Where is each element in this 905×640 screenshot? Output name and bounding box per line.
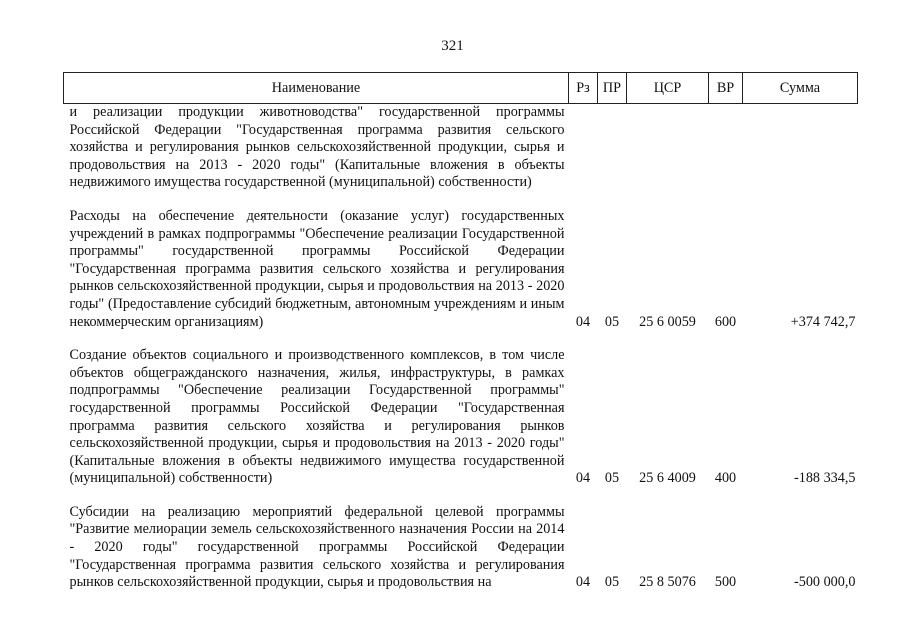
table-row [64,504,858,592]
row-vr: 500 [714,574,737,591]
row-vr: 600 [714,313,737,330]
header-sum: Сумма [743,73,858,104]
row-vr [709,104,743,192]
header-rz: Рз [569,73,598,104]
row-csr: 25 8 5076 [639,574,696,591]
row-csr: 25 6 4009 [639,470,696,487]
header-vr: ВР [709,73,743,104]
row-name: Расходы на обеспечение деятельности (оказание услуг) государственных учреждений в рамках подпрограммы "Обеспечение реализации Государственной программы" государственной программы Российской Федерации "Государственная программа развития сельского хозяйства и регулирования рынков сельскохозяйственной продукции, сырья и продовольствия на 2013 - 2020 годы" (Предоставление субсидий бюджетным, автономным учреждениям и иным некоммерческим организациям) [69,207,565,330]
row-pr: 05 [604,313,620,330]
page-number: 321 [441,38,464,54]
table-row [64,347,858,488]
row-rz: 04 [575,470,591,487]
row-pr: 05 [604,470,620,487]
row-name: Субсидии на реализацию мероприятий федеральной целевой программы "Развитие мелиорации земель сельскохозяйственного назначения России на 2014 - 2020 годы" государственной программы Российской Федерации "Государственная программа развития сельского хозяйства и регулирования рынков сельскохозяйственной продукции, сырья и продовольствия на [69,503,565,591]
row-rz: 04 [575,574,591,591]
row-sum: -500 000,0 [794,574,856,591]
row-name: Создание объектов социального и производственного комплексов, в том числе объектов общегражданского назначения, жилья, инфраструктуры, в рамках подпрограммы "Обеспечение реализации Государственной программы" государственной программы Российской Федерации "Государственная программа развития сельского хозяйства и регулирования рынков сельскохозяйственной продукции, сырья и продовольствия на 2013 - 2020 годы" (Капитальные вложения в объекты недвижимого имущества государственной (муниципальной) собственности) [69,347,565,487]
row-pr [598,104,627,192]
budget-table [63,72,858,592]
row-rz [569,104,598,192]
header-pr: ПР [598,73,627,104]
row-sum: -188 334,5 [794,470,856,487]
row-name: и реализации продукции животноводства" государственной программы Российской Федерации "Государственная программа развития сельского хозяйства и регулирования рынков сельскохозяйственной продукции, сырья и продовольствия на 2013 - 2020 годы" (Капитальные вложения в объекты недвижимого имущества государственной (муниципальной) собственности) [69,104,565,191]
table-row [64,208,858,331]
header-name: Наименование [64,73,569,104]
row-gap [64,331,858,347]
row-sum [743,104,858,192]
row-vr: 400 [714,470,737,487]
row-csr [627,104,709,192]
table-header-row [64,73,858,104]
row-csr: 25 6 0059 [639,313,696,330]
row-pr: 05 [604,574,620,591]
header-csr: ЦСР [627,73,709,104]
row-sum: +374 742,7 [790,313,856,330]
row-rz: 04 [575,313,591,330]
row-gap [64,488,858,504]
row-gap [64,192,858,208]
table-row [64,104,858,192]
